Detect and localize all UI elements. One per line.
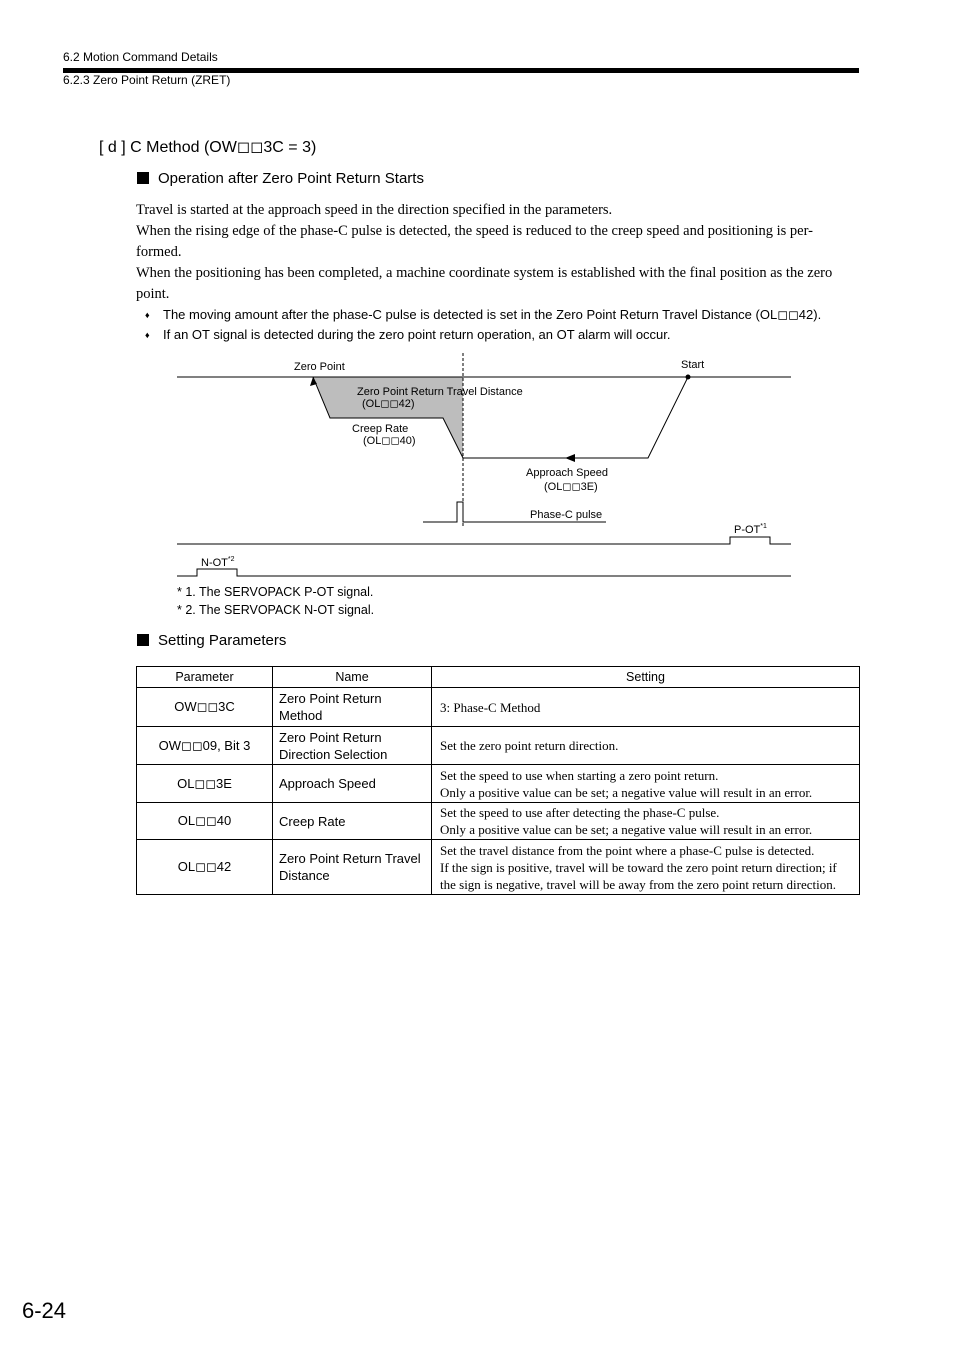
approach-speed-reg: (OL◻◻3E) <box>544 481 598 493</box>
p-ot-text: P-OT <box>734 524 761 536</box>
table-row <box>137 803 860 840</box>
start-dot <box>686 375 691 380</box>
setting-cell <box>432 727 860 765</box>
setting-line: Only a positive value can be set; a negative value will result in an error. <box>440 784 813 800</box>
creep-rate-label: Creep Rate <box>352 423 409 435</box>
creep-rate-reg: (OL◻◻40) <box>363 435 416 447</box>
setting-line: Set the travel distance from the point where a phase-C pulse is detected. <box>440 842 815 858</box>
header-subsection: 6.2.3 Zero Point Return (ZRET) <box>63 73 231 87</box>
name-cell: Approach Speed <box>273 765 432 803</box>
p-ot-label <box>734 523 767 536</box>
header-section: 6.2 Motion Command Details <box>63 50 218 64</box>
diamond-bullet-icon: ♦ <box>145 310 150 320</box>
zero-point-return-diagram <box>0 0 954 600</box>
param-cell: OW◻◻3C <box>137 688 273 727</box>
square-bullet-icon <box>137 634 149 646</box>
setting-cell <box>432 803 860 840</box>
paragraph-1: Travel is started at the approach speed in the direction specified in the parameters. <box>136 202 613 218</box>
travel-distance-label: Zero Point Return Travel Distance <box>357 386 523 398</box>
p-ot-sup: *1 <box>760 523 767 530</box>
n-ot-signal <box>177 569 791 576</box>
footnote-1: * 1. The SERVOPACK P-OT signal. <box>177 585 374 599</box>
table-row <box>137 840 860 895</box>
param-cell: OL◻◻42 <box>137 840 273 895</box>
name-cell: Zero Point Return Method <box>273 688 432 727</box>
paragraph-3: When the positioning has been completed, a machine coordinate system is established with the final position as the zero point. <box>136 265 833 302</box>
parameters-table <box>136 666 860 895</box>
table-header-row <box>137 667 860 688</box>
param-cell: OW◻◻09, Bit 3 <box>137 727 273 765</box>
diagram-footnotes <box>177 583 374 619</box>
n-ot-label <box>201 556 235 569</box>
column-header-parameter: Parameter <box>137 667 273 688</box>
footnote-2: * 2. The SERVOPACK N-OT signal. <box>177 603 375 617</box>
n-ot-sup: *2 <box>227 556 235 563</box>
operation-heading-text: Operation after Zero Point Return Starts <box>158 170 424 187</box>
phase-c-label: Phase-C pulse <box>530 509 603 521</box>
start-label: Start <box>681 359 705 371</box>
bullet-text-2: If an OT signal is detected during the zero point return operation, an OT alarm will occur. <box>163 327 671 342</box>
diamond-bullet-icon: ♦ <box>145 330 150 340</box>
approach-speed-label: Approach Speed <box>526 467 608 479</box>
paragraph-2: When the rising edge of the phase-C pulse is detected, the speed is reduced to the creep speed and positioning is per-formed. <box>136 223 813 260</box>
travel-distance-reg: (OL◻◻42) <box>362 398 415 410</box>
table-row <box>137 688 860 727</box>
name-cell: Creep Rate <box>273 803 432 840</box>
setting-line: If the sign is positive, travel will be toward the zero point return direction; if the sign is negative, travel will be away from the zero point return direction. <box>440 859 837 892</box>
table-row <box>137 727 860 765</box>
column-header-setting: Setting <box>432 667 860 688</box>
setting-line: Set the speed to use when starting a zero point return. <box>440 767 719 783</box>
param-cell: OL◻◻40 <box>137 803 273 840</box>
setting-line: Only a positive value can be set; a negative value will result in an error. <box>440 822 813 837</box>
name-cell: Zero Point Return Travel Distance <box>273 840 432 895</box>
table-row <box>137 765 860 803</box>
setting-line: 3: Phase-C Method <box>440 699 541 715</box>
bullet-text-1: The moving amount after the phase-C pulse is detected is set in the Zero Point Return Travel Distance (OL◻◻42). <box>163 307 822 322</box>
arrow-left-icon <box>565 454 575 462</box>
column-header-name: Name <box>273 667 432 688</box>
p-ot-signal <box>177 537 791 544</box>
settings-heading-text: Setting Parameters <box>158 632 287 649</box>
setting-cell <box>432 688 860 727</box>
setting-cell <box>432 840 860 895</box>
zero-point-label: Zero Point <box>294 361 345 373</box>
setting-cell <box>432 765 860 803</box>
method-title: [ d ] C Method (OW◻◻3C = 3) <box>99 139 317 156</box>
page-number: 6-24 <box>22 1298 67 1323</box>
settings-heading <box>137 632 286 649</box>
param-cell: OL◻◻3E <box>137 765 273 803</box>
name-cell: Zero Point Return Direction Selection <box>273 727 432 765</box>
n-ot-text: N-OT <box>201 557 228 569</box>
setting-line: Set the zero point return direction. <box>440 738 619 753</box>
setting-line: Set the speed to use after detecting the phase-C pulse. <box>440 805 720 820</box>
